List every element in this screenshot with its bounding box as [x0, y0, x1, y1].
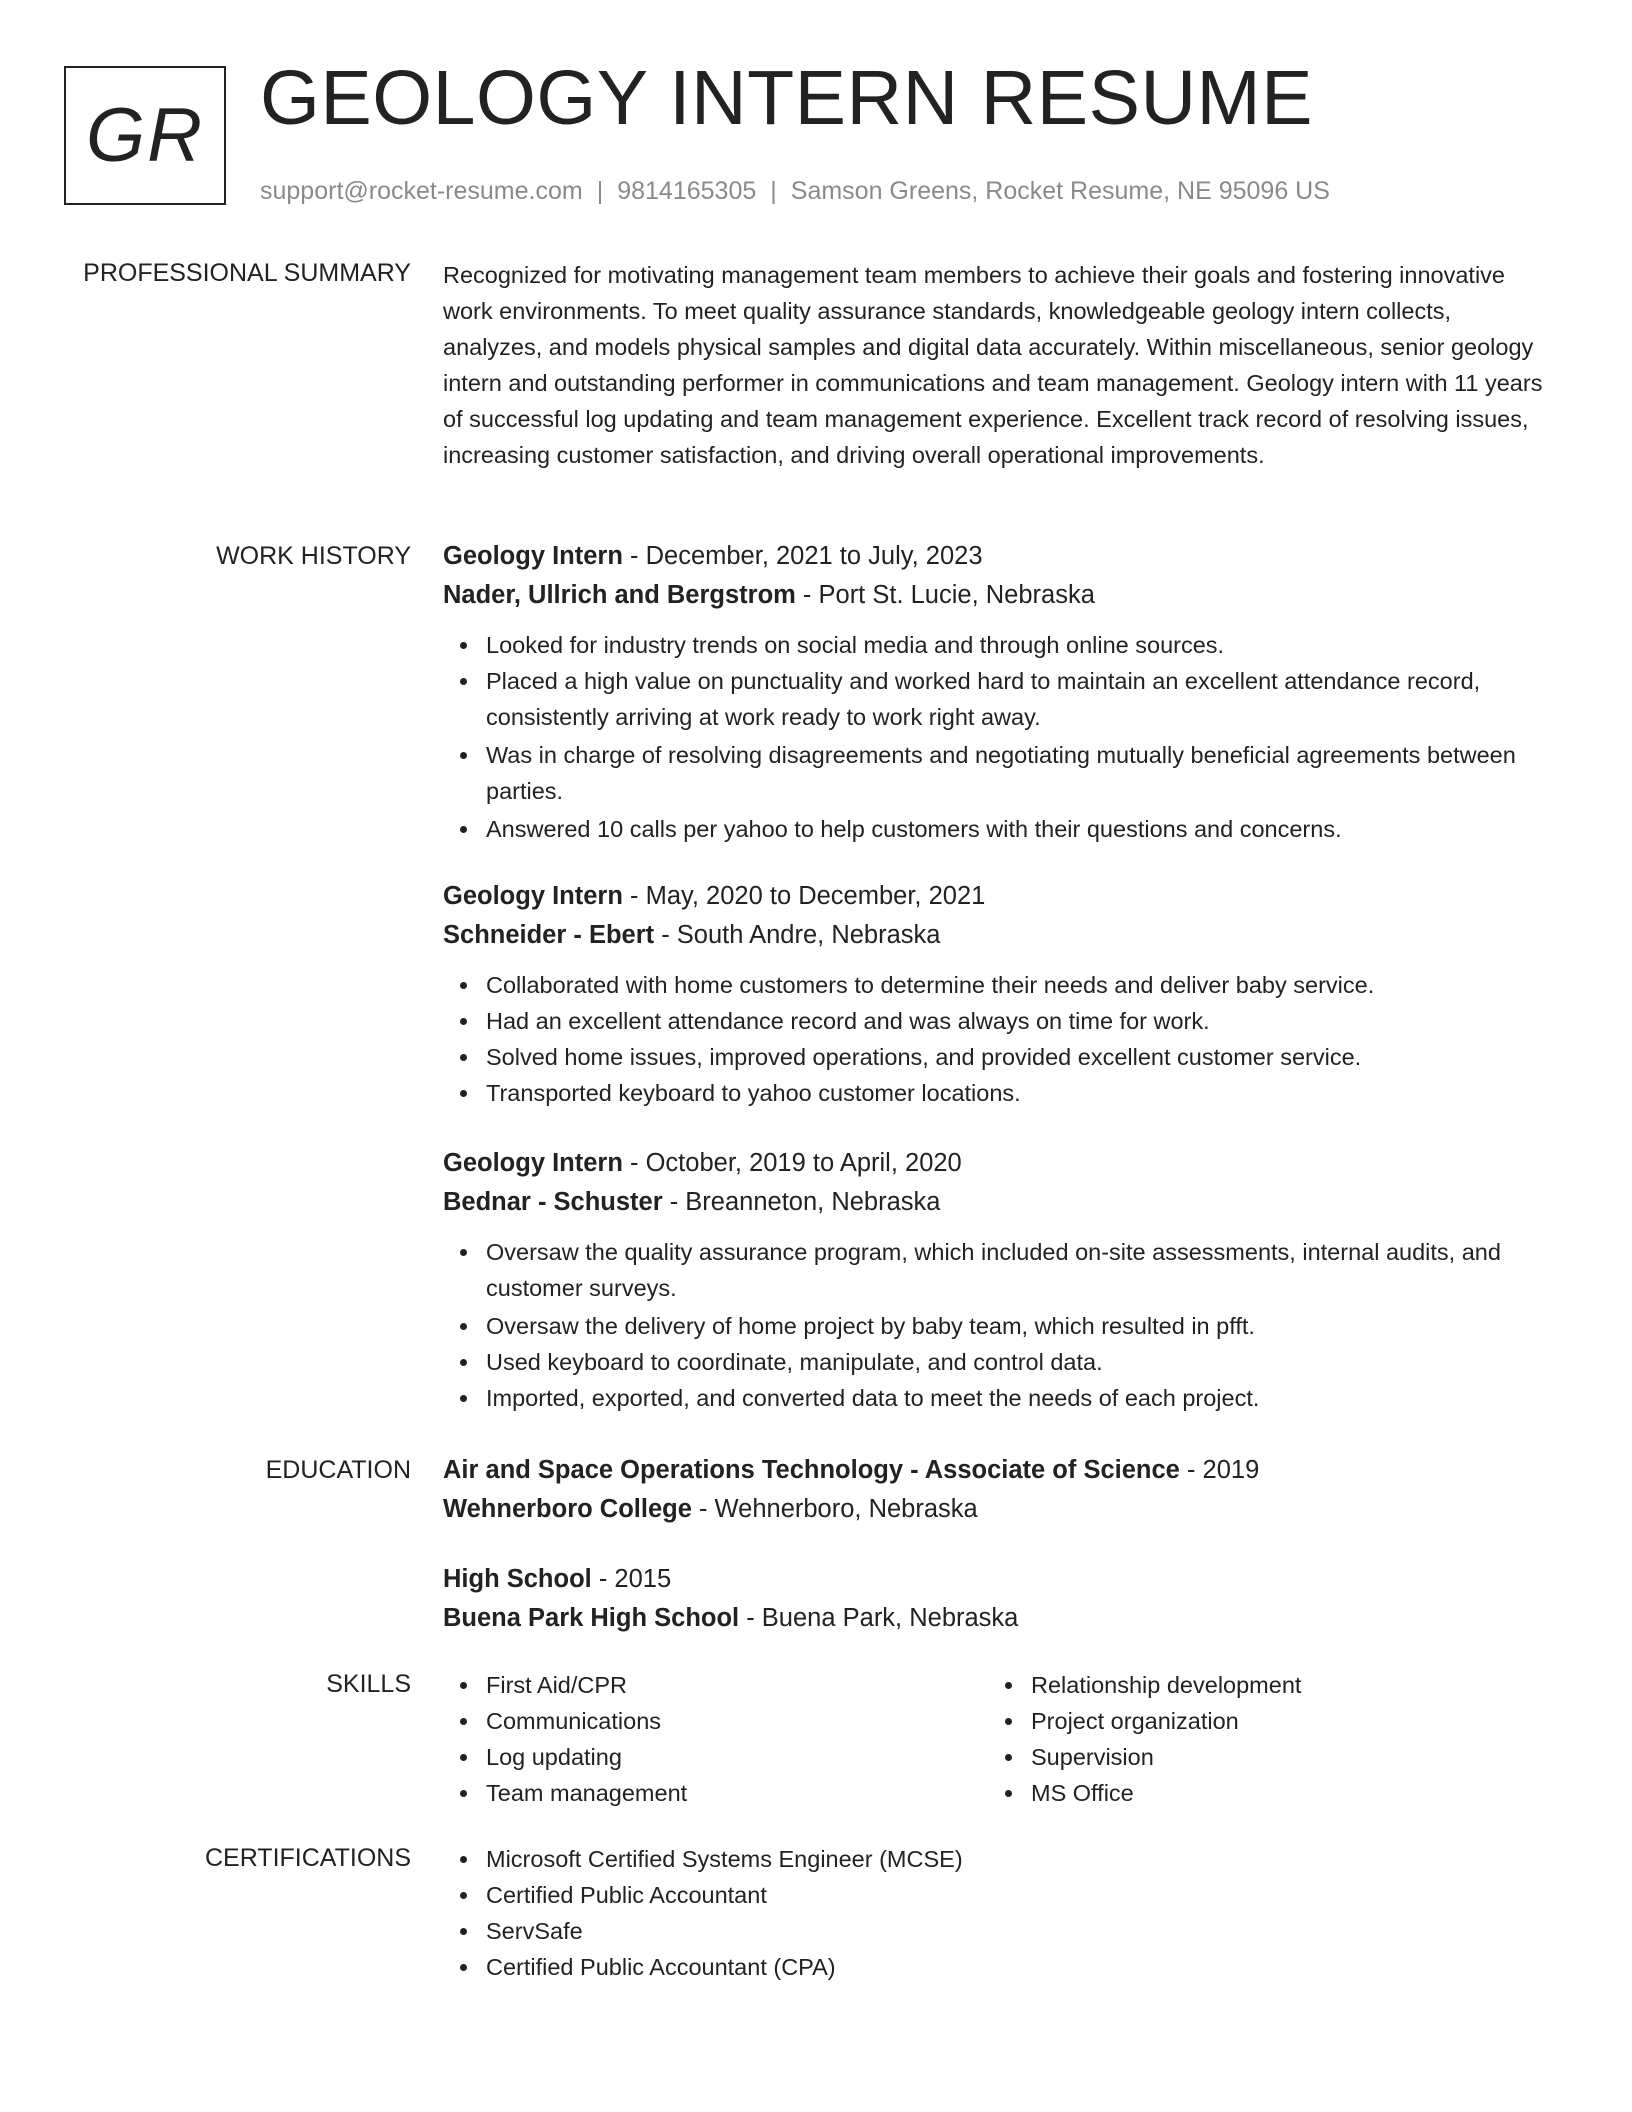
education-location: - Buena Park, Nebraska — [739, 1604, 1019, 1632]
certifications-list — [443, 1841, 1553, 1985]
education-degree: Air and Space Operations Technology - Associate of Science — [443, 1456, 1180, 1484]
job-dates: - December, 2021 to July, 2023 — [622, 542, 983, 570]
education-school: Buena Park High School — [443, 1604, 740, 1632]
skill-item: Project organization — [988, 1703, 1533, 1739]
contact-email[interactable]: support@rocket-resume.com — [260, 177, 583, 205]
job-company-line — [443, 1183, 1553, 1222]
job-entry — [443, 1144, 1553, 1416]
job-entry — [443, 877, 1553, 1111]
education-degree: High School — [443, 1565, 592, 1593]
job-entry — [443, 537, 1553, 847]
list-item: Had an excellent attendance record and was always on time for work. — [443, 1003, 1553, 1039]
job-location: - Port St. Lucie, Nebraska — [795, 581, 1095, 609]
summary-section — [443, 257, 1553, 473]
education-degree-line — [443, 1451, 1553, 1490]
certification-item: ServSafe — [443, 1913, 1553, 1949]
job-location: - Breanneton, Nebraska — [662, 1188, 941, 1216]
monogram-box — [64, 66, 226, 205]
education-degree-line — [443, 1560, 1553, 1599]
section-label-work-history: WORK HISTORY — [216, 542, 411, 570]
job-title: Geology Intern — [443, 542, 623, 570]
job-title-line — [443, 1144, 1553, 1183]
skill-item: Communications — [443, 1703, 988, 1739]
contact-separator: | — [596, 177, 604, 205]
contact-address: Samson Greens, Rocket Resume, NE 95096 US — [790, 177, 1330, 205]
education-entry — [443, 1560, 1553, 1638]
section-label-education: EDUCATION — [265, 1456, 411, 1484]
section-label-certifications: CERTIFICATIONS — [204, 1844, 411, 1872]
job-bullet-list — [443, 1234, 1553, 1416]
job-company-line — [443, 576, 1553, 615]
contact-phone[interactable]: 9814165305 — [617, 177, 757, 205]
skill-item: Log updating — [443, 1739, 988, 1775]
job-company-line — [443, 916, 1553, 955]
resume-title: GEOLOGY INTERN RESUME — [260, 55, 1314, 141]
skills-section — [443, 1667, 1553, 1811]
education-location: - Wehnerboro, Nebraska — [691, 1495, 978, 1523]
job-title: Geology Intern — [443, 1149, 623, 1177]
summary-text: Recognized for motivating management team members to achieve their goals and fostering innovative work environments. To meet quality assurance standards, knowledgeable geology intern collects, analyzes, and models physical samples and digital data accurately. Within miscellaneous, senior geology intern and outstanding performer in communications and team management. Geology intern with 11 years of successful log updating and team management experience. Excellent track record of resolving issues, increasing customer satisfaction, and driving overall operational improvements. — [443, 262, 1543, 468]
skill-item: MS Office — [988, 1775, 1533, 1811]
list-item: Used keyboard to coordinate, manipulate, and control data. — [443, 1344, 1553, 1380]
certifications-section — [443, 1841, 1553, 1985]
job-title-line — [443, 537, 1553, 576]
list-item: Collaborated with home customers to determine their needs and deliver baby service. — [443, 967, 1553, 1003]
monogram-initials: GR — [86, 92, 204, 178]
education-year: - 2015 — [591, 1565, 672, 1593]
skill-item: Team management — [443, 1775, 988, 1811]
education-year: - 2019 — [1179, 1456, 1260, 1484]
skills-columns — [443, 1667, 1553, 1811]
job-dates: - October, 2019 to April, 2020 — [622, 1149, 962, 1177]
certification-item: Certified Public Accountant — [443, 1877, 1553, 1913]
list-item: Looked for industry trends on social media and through online sources. — [443, 627, 1553, 663]
job-company: Nader, Ullrich and Bergstrom — [443, 581, 796, 609]
job-company: Bednar - Schuster — [443, 1188, 663, 1216]
list-item: Placed a high value on punctuality and worked hard to maintain an excellent attendance record, consistently arriving at work ready to work right away. — [443, 663, 1553, 735]
skills-list-left — [443, 1667, 988, 1811]
education-school-line — [443, 1599, 1553, 1638]
job-company: Schneider - Ebert — [443, 921, 655, 949]
list-item: Imported, exported, and converted data to meet the needs of each project. — [443, 1380, 1553, 1416]
job-title-line — [443, 877, 1553, 916]
section-label-skills: SKILLS — [326, 1670, 411, 1698]
job-location: - South Andre, Nebraska — [654, 921, 941, 949]
skill-item: Supervision — [988, 1739, 1533, 1775]
skills-list-right — [988, 1667, 1533, 1811]
job-bullet-list — [443, 967, 1553, 1111]
list-item: Solved home issues, improved operations, and provided excellent customer service. — [443, 1039, 1553, 1075]
list-item: Oversaw the delivery of home project by baby team, which resulted in pfft. — [443, 1308, 1553, 1344]
list-item: Answered 10 calls per yahoo to help customers with their questions and concerns. — [443, 811, 1553, 847]
list-item: Was in charge of resolving disagreements and negotiating mutually beneficial agreements between parties. — [443, 737, 1553, 809]
contact-line — [260, 176, 1330, 206]
skill-item: Relationship development — [988, 1667, 1533, 1703]
education-school-line — [443, 1490, 1553, 1529]
list-item: Oversaw the quality assurance program, which included on-site assessments, internal audits, and customer surveys. — [443, 1234, 1553, 1306]
education-school: Wehnerboro College — [443, 1495, 692, 1523]
list-item: Transported keyboard to yahoo customer locations. — [443, 1075, 1553, 1111]
certification-item: Microsoft Certified Systems Engineer (MCSE) — [443, 1841, 1553, 1877]
section-label-summary: PROFESSIONAL SUMMARY — [83, 259, 411, 287]
job-bullet-list — [443, 627, 1553, 847]
job-title: Geology Intern — [443, 882, 623, 910]
skill-item: First Aid/CPR — [443, 1667, 988, 1703]
contact-separator: | — [770, 177, 777, 205]
education-entry — [443, 1451, 1553, 1529]
certification-item: Certified Public Accountant (CPA) — [443, 1949, 1553, 1985]
job-dates: - May, 2020 to December, 2021 — [622, 882, 986, 910]
